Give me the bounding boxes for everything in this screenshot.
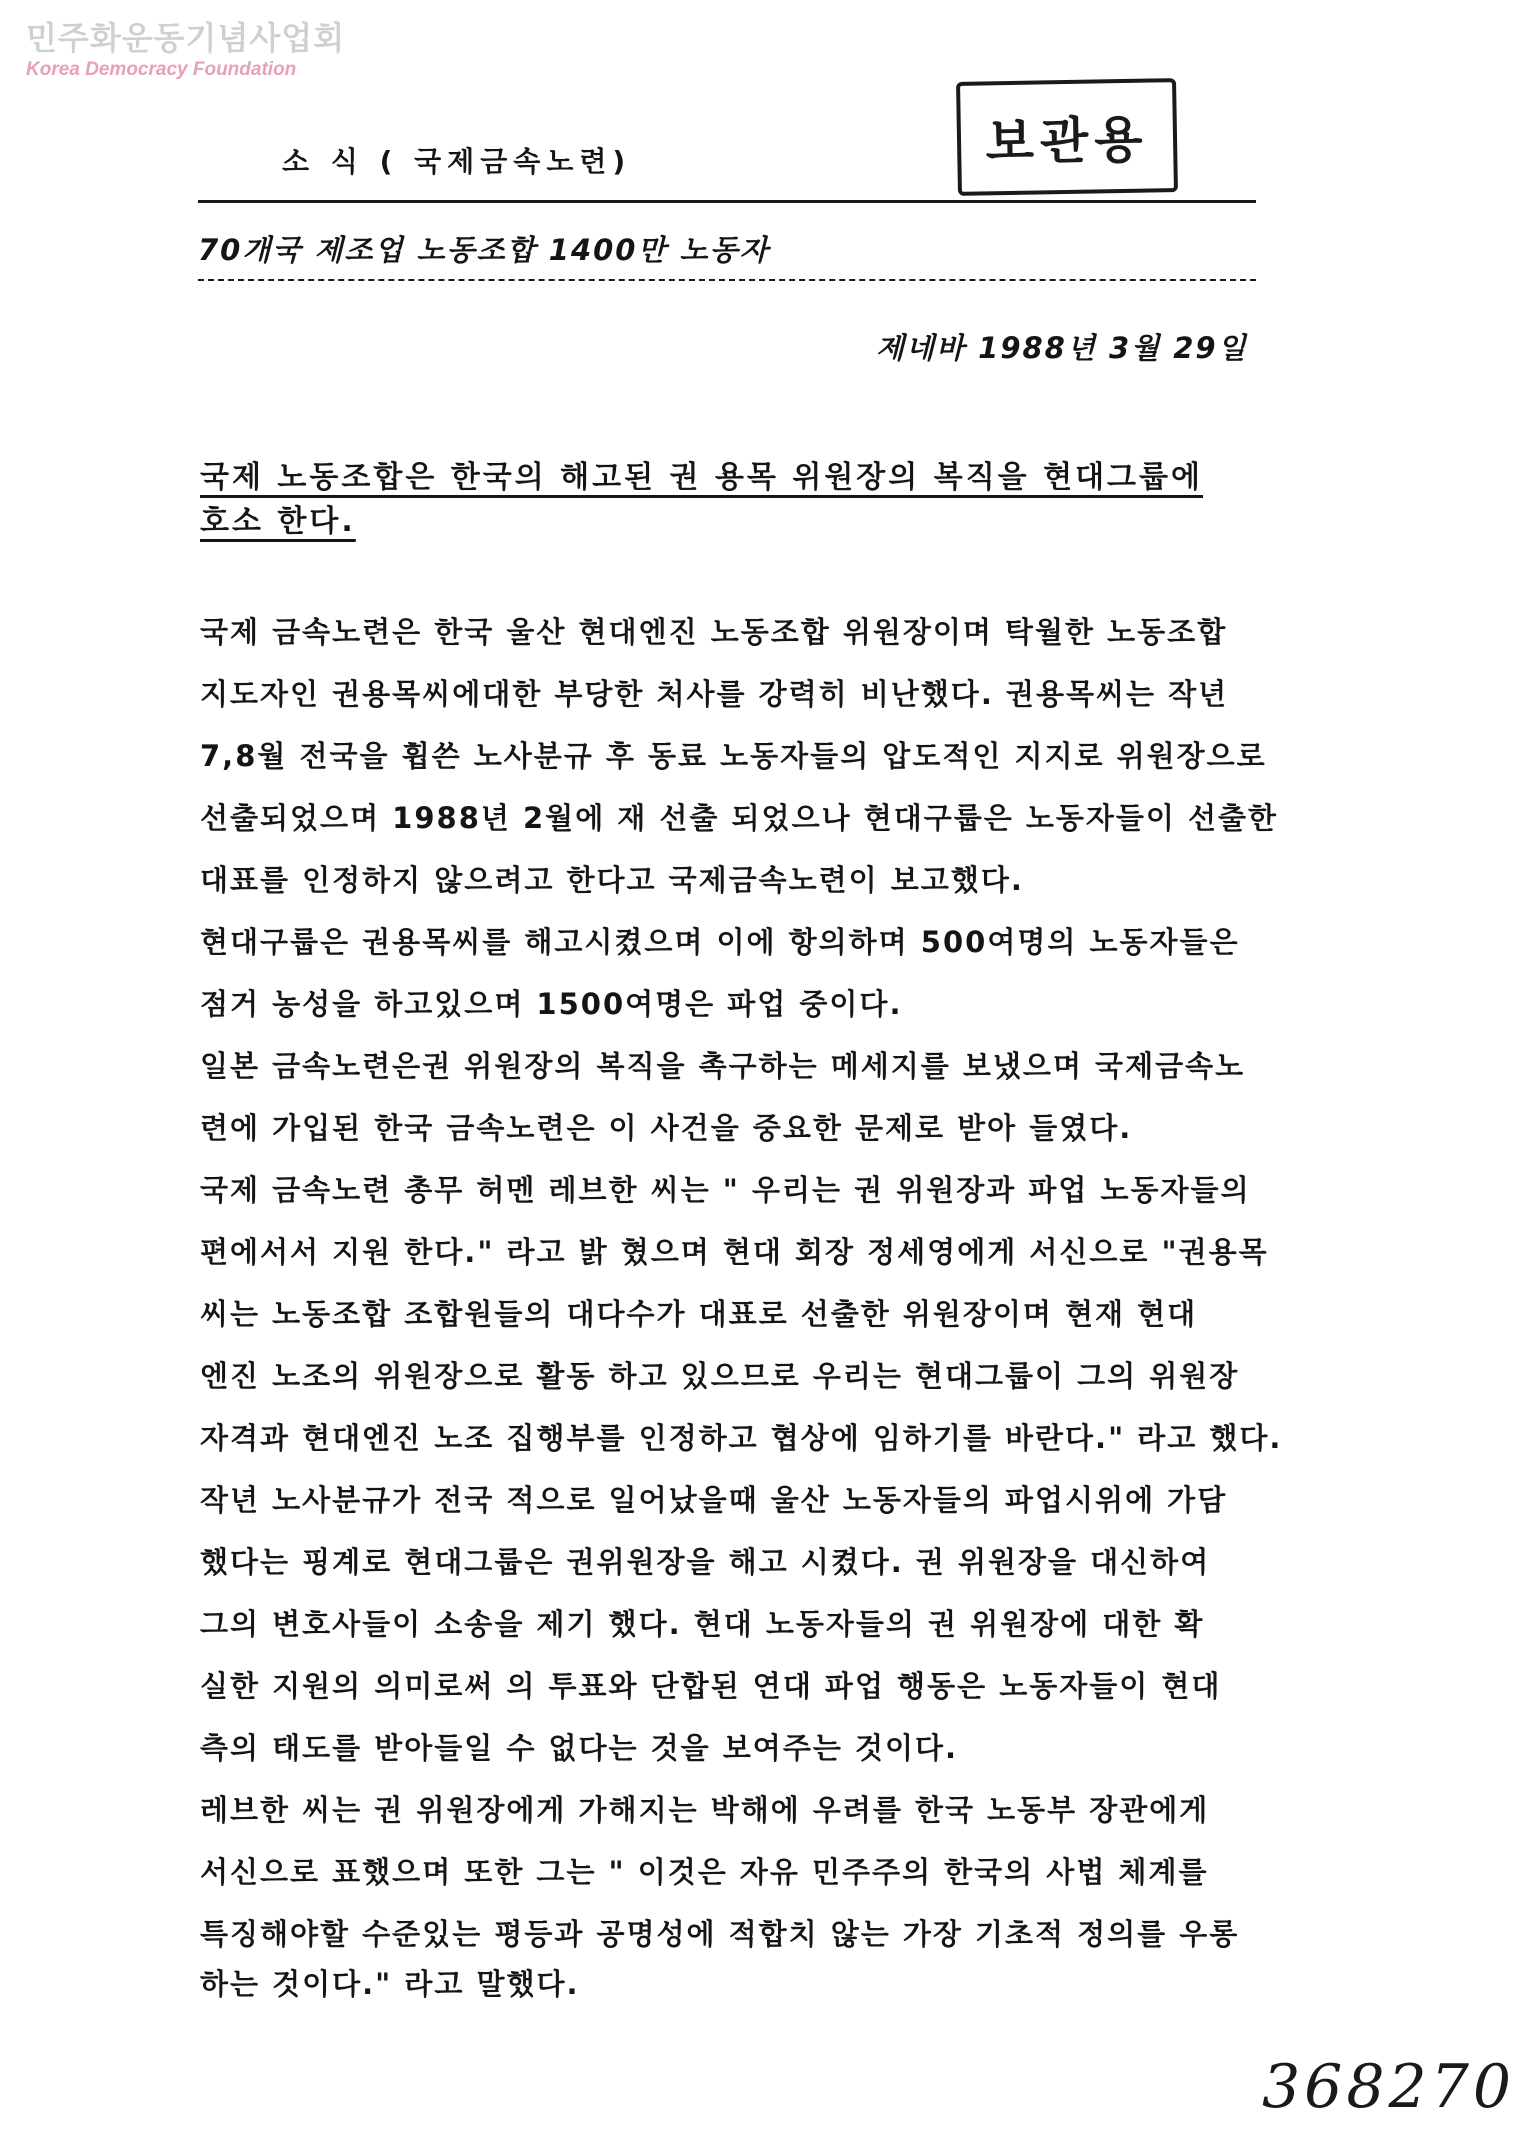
body-line: 레브한 씨는 권 위원장에게 가해지는 박해에 우려를 한국 노동부 장관에게 [200, 1793, 1210, 1827]
body-line: 서신으로 표했으며 또한 그는 " 이것은 자유 민주주의 한국의 사법 체계를 [200, 1855, 1209, 1889]
body-line: 7,8월 전국을 휩쓴 노사분규 후 동료 노동자들의 압도적인 지지로 위원장으로 [200, 739, 1267, 773]
body-line: 대표를 인정하지 않으려고 한다고 국제금속노련이 보고했다. [200, 863, 1024, 897]
body-line: 자격과 현대엔진 노조 집행부를 인정하고 협상에 임하기를 바란다." 라고 했다. [200, 1421, 1283, 1455]
watermark-english: Korea Democracy Foundation [26, 59, 297, 80]
subject-divider [198, 279, 1256, 281]
headline-line: 호소 한다. [200, 504, 356, 539]
stamp-text: 보관용 [985, 110, 1150, 172]
body-line: 편에서서 지원 한다." 라고 밝 혔으며 현대 회장 정세영에게 서신으로 "권용목 [200, 1235, 1269, 1269]
foundation-watermark [26, 20, 345, 82]
body-line: 했다는 핑계로 현대그룹은 권위원장을 해고 시켰다. 권 위원장을 대신하여 [200, 1545, 1211, 1579]
news-subject-line: 70개국 제조업 노동조합 1400만 노동자 [198, 233, 770, 267]
body-line: 현대구룹은 권용목씨를 해고시켰으며 이에 항의하며 500여명의 노동자들은 [200, 925, 1240, 959]
watermark-korean: 민주화운동기념사업회 [26, 19, 346, 57]
body-line: 씨는 노동조합 조합원들의 대다수가 대표로 선출한 위원장이며 현재 현대 [200, 1297, 1198, 1331]
body-line: 련에 가입된 한국 금속노련은 이 사건을 중요한 문제로 받아 들였다. [200, 1111, 1133, 1145]
body-line: 하는 것이다." 라고 말했다. [200, 1967, 580, 2001]
headline-line: 국제 노동조합은 한국의 해고된 권 용목 위원장의 복직을 현대그룹에 [200, 460, 1203, 495]
body-line: 선출되었으며 1988년 2월에 재 선출 되었으나 현대구룹은 노동자들이 선출한 [200, 801, 1279, 835]
body-line: 그의 변호사들이 소송을 제기 했다. 현대 노동자들의 권 위원장에 대한 확 [200, 1607, 1205, 1641]
body-line: 측의 태도를 받아들일 수 없다는 것을 보여주는 것이다. [200, 1731, 958, 1765]
dateline: 제네바 1988년 3월 29일 [876, 331, 1248, 365]
body-line: 일본 금속노련은권 위원장의 복직을 촉구하는 메세지를 보냈으며 국제금속노 [200, 1049, 1246, 1083]
body-line: 점거 농성을 하고있으며 1500여명은 파업 중이다. [200, 987, 903, 1021]
body-line: 작년 노사분규가 전국 적으로 일어났을때 울산 노동자들의 파업시위에 가담 [200, 1483, 1228, 1517]
header-divider [198, 200, 1256, 203]
handwritten-document-number: 368270 [1262, 2052, 1516, 2122]
body-line: 엔진 노조의 위원장으로 활동 하고 있으므로 우리는 현대그룹이 그의 위원장 [200, 1359, 1240, 1393]
archive-stamp [956, 78, 1178, 196]
body-line: 국제 금속노련 총무 허멘 레브한 씨는 " 우리는 권 위원장과 파업 노동자들의 [200, 1173, 1251, 1207]
body-line: 특징해야할 수준있는 평등과 공명성에 적합치 않는 가장 기초적 정의를 우롱 [200, 1917, 1240, 1951]
body-line: 지도자인 권용목씨에대한 부당한 처사를 강력히 비난했다. 권용목씨는 작년 [200, 677, 1229, 711]
news-source-header: 소 식 ( 국제금속노련) [282, 145, 632, 178]
body-line: 실한 지원의 의미로써 의 투표와 단합된 연대 파업 행동은 노동자들이 현대 [200, 1669, 1222, 1703]
body-line: 국제 금속노련은 한국 울산 현대엔진 노동조합 위원장이며 탁월한 노동조합 [200, 615, 1228, 649]
